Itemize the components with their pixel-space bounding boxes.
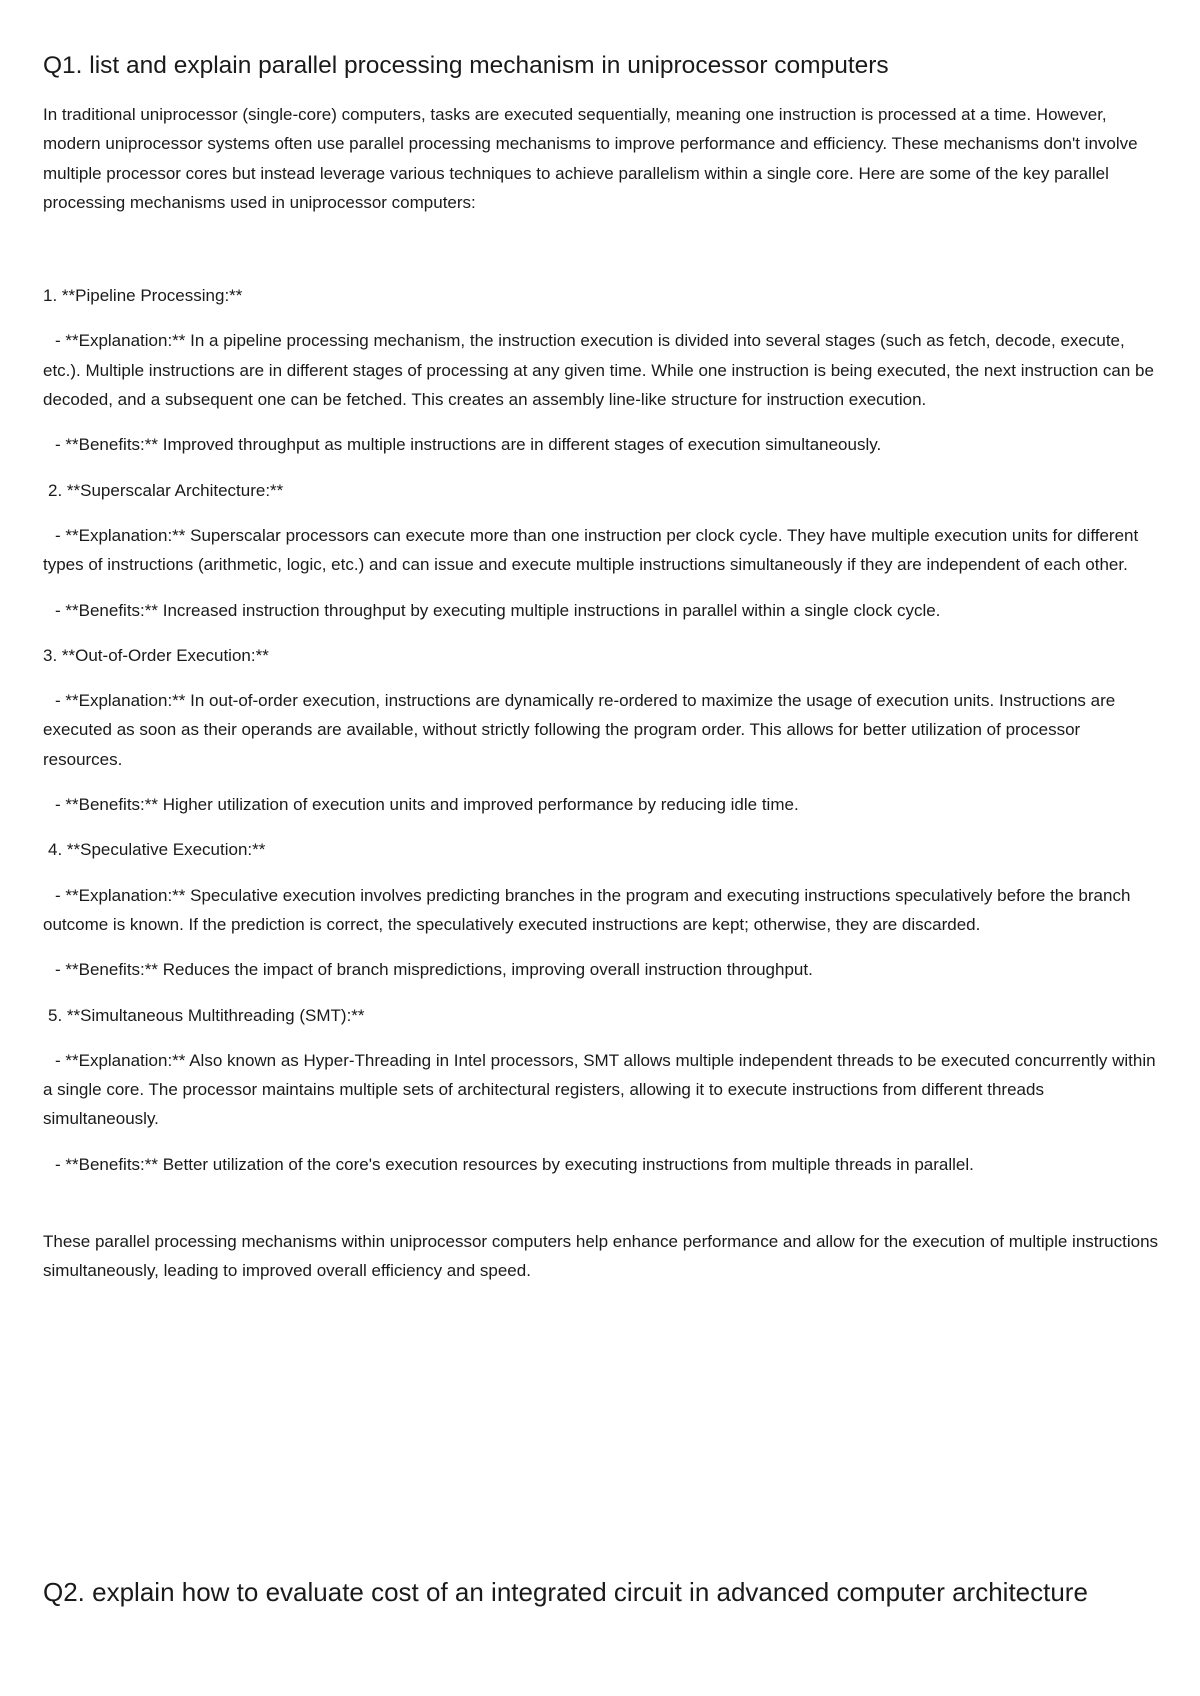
item-4-title: 4. **Speculative Execution:** <box>48 840 266 860</box>
item-1-benefits: - **Benefits:** Improved throughput as multiple instructions are in different stages of execution simultaneously. <box>55 435 882 455</box>
mechanism-item-4 <box>43 835 1160 984</box>
q1-conclusion-paragraph: These parallel processing mechanisms within uniprocessor computers help enhance performance and allow for the execution of multiple instructions simultaneously, leading to improved overall efficiency and speed. <box>43 1232 1159 1281</box>
item-1-title: 1. **Pipeline Processing:** <box>43 286 243 306</box>
item-2-title: 2. **Superscalar Architecture:** <box>48 480 284 500</box>
q2-heading: Q2. explain how to evaluate cost of an integrated circuit in advanced computer architecture <box>43 1577 1088 1607</box>
item-4-benefits: - **Benefits:** Reduces the impact of branch mispredictions, improving overall instruction throughput. <box>55 960 813 980</box>
item-1-explanation: - **Explanation:** In a pipeline processing mechanism, the instruction execution is divided into several stages (such as fetch, decode, execute, etc.). Multiple instructions are in different stages of processing at any given time. While one instruction is being executed, the next instruction can be decoded, and a subsequent one can be fetched. This creates an assembly line-like structure for instruction execution. <box>43 331 1154 410</box>
item-2-explanation: - **Explanation:** Superscalar processors can execute more than one instruction per clock cycle. They have multiple execution units for different types of instructions (arithmetic, logic, etc.) and can issue and execute multiple instructions simultaneously if they are independent of each other. <box>43 525 1139 575</box>
item-3-benefits: - **Benefits:** Higher utilization of execution units and improved performance by reducing idle time. <box>55 795 799 815</box>
mechanism-item-2 <box>43 476 1160 625</box>
item-5-title: 5. **Simultaneous Multithreading (SMT):** <box>48 1005 365 1025</box>
mechanism-item-1 <box>43 281 1160 459</box>
q1-heading: Q1. list and explain parallel processing mechanism in uniprocessor computers <box>43 52 889 79</box>
item-2-benefits: - **Benefits:** Increased instruction throughput by executing multiple instructions in parallel within a single clock cycle. <box>55 600 941 620</box>
item-3-explanation: - **Explanation:** In out-of-order execution, instructions are dynamically re-ordered to maximize the usage of execution units. Instructions are executed as soon as their operands are available, without strictly following the program order. This allows for better utilization of processor resources. <box>43 691 1116 769</box>
item-3-title: 3. **Out-of-Order Execution:** <box>43 645 269 665</box>
item-5-explanation: - **Explanation:** Also known as Hyper-Threading in Intel processors, SMT allows multiple independent threads to be executed concurrently within a single core. The processor maintains multiple sets of architectural registers, allowing it to execute instructions from different threads simultaneously. <box>43 1050 1156 1129</box>
q1-intro-paragraph: In traditional uniprocessor (single-core) computers, tasks are executed sequentially, meaning one instruction is processed at a time. However, modern uniprocessor systems often use parallel processing mechanisms to improve performance and efficiency. These mechanisms don't involve multiple processor cores but instead leverage various techniques to achieve parallelism within a single core. Here are some of the key parallel processing mechanisms used in uniprocessor computers: <box>43 105 1138 212</box>
item-4-explanation: - **Explanation:** Speculative execution involves predicting branches in the program and executing instructions speculatively before the branch outcome is known. If the prediction is correct, the speculatively executed instructions are kept; otherwise, they are discarded. <box>43 885 1131 934</box>
item-5-benefits: - **Benefits:** Better utilization of the core's execution resources by executing instructions from multiple threads in parallel. <box>55 1154 974 1174</box>
mechanism-item-5 <box>43 1001 1160 1179</box>
mechanism-item-3 <box>43 641 1160 819</box>
